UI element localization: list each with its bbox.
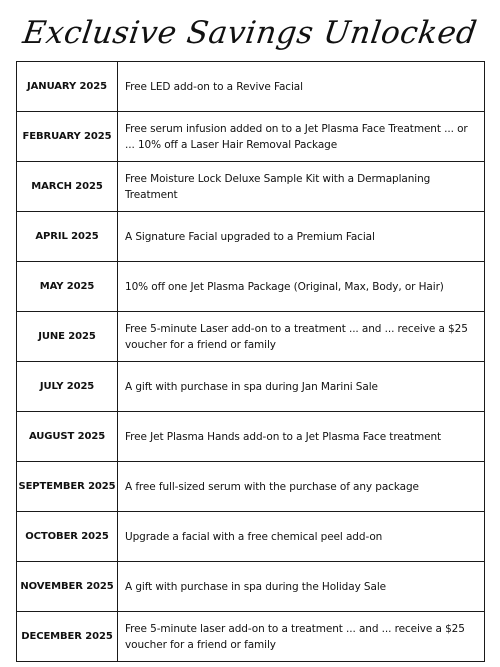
- month-cell: JUNE 2025: [17, 312, 118, 362]
- month-cell: DECEMBER 2025: [17, 612, 118, 662]
- offer-cell: Free 5-minute Laser add-on to a treatment ... and ... receive a $25 voucher for a friend or family: [118, 312, 485, 362]
- table-row: [17, 612, 485, 662]
- table-row: [17, 162, 485, 212]
- table-row: [17, 462, 485, 512]
- table-row: [17, 112, 485, 162]
- offer-cell: Free 5-minute laser add-on to a treatment ... and ... receive a $25 voucher for a friend or family: [118, 612, 485, 662]
- table-row: [17, 562, 485, 612]
- month-cell: AUGUST 2025: [17, 412, 118, 462]
- table-row: [17, 212, 485, 262]
- month-cell: MARCH 2025: [17, 162, 118, 212]
- table-row: [17, 62, 485, 112]
- month-cell: FEBRUARY 2025: [17, 112, 118, 162]
- month-cell: JULY 2025: [17, 362, 118, 412]
- table-row: [17, 262, 485, 312]
- offer-cell: 10% off one Jet Plasma Package (Original, Max, Body, or Hair): [118, 262, 485, 312]
- month-cell: JANUARY 2025: [17, 62, 118, 112]
- offer-cell: Free Jet Plasma Hands add-on to a Jet Plasma Face treatment: [118, 412, 485, 462]
- offer-cell: A Signature Facial upgraded to a Premium Facial: [118, 212, 485, 262]
- savings-table-body: [17, 62, 485, 662]
- table-row: [17, 512, 485, 562]
- table-row: [17, 362, 485, 412]
- month-cell: SEPTEMBER 2025: [17, 462, 118, 512]
- month-cell: APRIL 2025: [17, 212, 118, 262]
- offer-cell: A gift with purchase in spa during the Holiday Sale: [118, 562, 485, 612]
- savings-table: [16, 61, 485, 662]
- month-cell: OCTOBER 2025: [17, 512, 118, 562]
- page-title: Exclusive Savings Unlocked: [20, 15, 480, 51]
- offer-cell: Upgrade a facial with a free chemical peel add-on: [118, 512, 485, 562]
- table-row: [17, 312, 485, 362]
- table-row: [17, 412, 485, 462]
- offer-cell: Free Moisture Lock Deluxe Sample Kit with a Dermaplaning Treatment: [118, 162, 485, 212]
- offer-cell: A gift with purchase in spa during Jan Marini Sale: [118, 362, 485, 412]
- offer-cell: Free serum infusion added on to a Jet Plasma Face Treatment ... or ... 10% off a Laser Hair Removal Package: [118, 112, 485, 162]
- month-cell: NOVEMBER 2025: [17, 562, 118, 612]
- offer-cell: A free full-sized serum with the purchase of any package: [118, 462, 485, 512]
- month-cell: MAY 2025: [17, 262, 118, 312]
- offer-cell: Free LED add-on to a Revive Facial: [118, 62, 485, 112]
